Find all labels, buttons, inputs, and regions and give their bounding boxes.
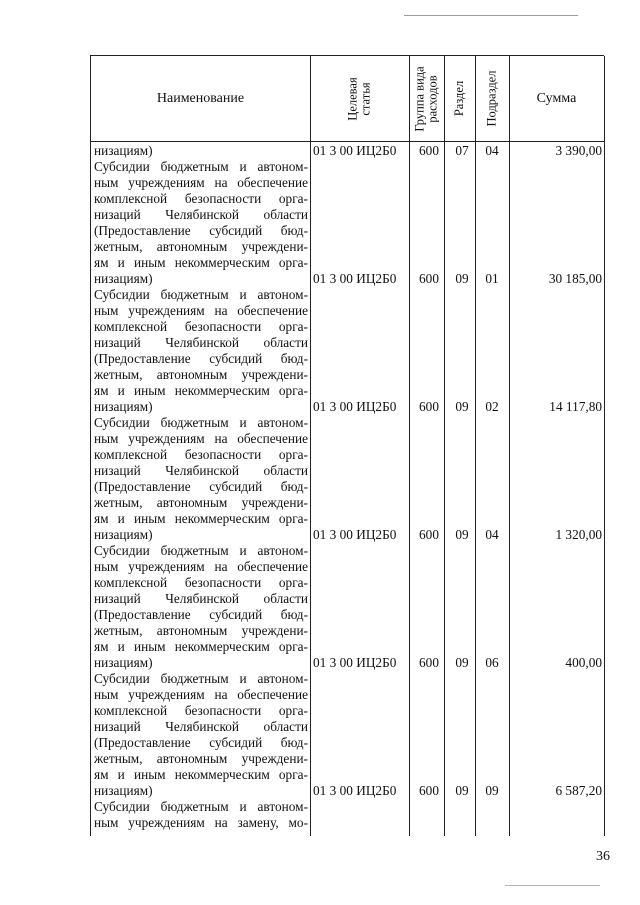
name-line: низациям) bbox=[94, 783, 153, 798]
name-column-text bbox=[94, 143, 308, 831]
column-divider bbox=[409, 56, 410, 836]
name-line: жетным, автономным учреждени- bbox=[94, 367, 308, 382]
name-line: низаций Челябинской области bbox=[94, 719, 308, 734]
row-section: 09 bbox=[455, 783, 469, 798]
name-line: Субсидии бюджетным и автоном- bbox=[94, 159, 308, 174]
name-line: ям и иным некоммерческим орга- bbox=[94, 511, 308, 526]
header-expense-group-line2: расходов bbox=[425, 74, 440, 123]
header-expense-group-line1: Группа вида bbox=[412, 65, 427, 132]
name-line: комплексной безопасности орга- bbox=[94, 447, 308, 462]
header-subsection bbox=[475, 56, 509, 141]
scan-top-rule bbox=[404, 15, 578, 16]
name-line: низациям) bbox=[94, 143, 153, 158]
header-section-label: Раздел bbox=[452, 80, 467, 117]
name-line: ным учреждениям на обеспечение bbox=[94, 687, 308, 702]
row-target-article: 01 3 00 ИЦ2Б0 bbox=[313, 399, 397, 414]
name-line: низациям) bbox=[94, 399, 153, 414]
name-line: Субсидии бюджетным и автоном- bbox=[94, 287, 308, 302]
name-line: Субсидии бюджетным и автоном- bbox=[94, 415, 308, 430]
row-expense-group: 600 bbox=[419, 143, 439, 158]
row-sum: 3 390,00 bbox=[555, 143, 602, 158]
row-target-article: 01 3 00 ИЦ2Б0 bbox=[313, 271, 397, 286]
table-right-border bbox=[604, 56, 605, 836]
row-subsection: 04 bbox=[485, 143, 499, 158]
row-section: 07 bbox=[455, 143, 469, 158]
name-line: комплексной безопасности орга- bbox=[94, 703, 308, 718]
name-line: жетным, автономным учреждени- bbox=[94, 239, 308, 254]
row-target-article: 01 3 00 ИЦ2Б0 bbox=[313, 655, 397, 670]
header-target-article-line1: Целевая bbox=[345, 76, 360, 121]
header-expense-group bbox=[409, 56, 444, 141]
scan-bottom-rule bbox=[505, 885, 600, 886]
name-line: ям и иным некоммерческим орга- bbox=[94, 767, 308, 782]
name-line: комплексной безопасности орга- bbox=[94, 575, 308, 590]
name-line: (Предоставление субсидий бюд- bbox=[94, 479, 308, 494]
name-line: низаций Челябинской области bbox=[94, 207, 308, 222]
name-line: ным учреждениям на обеспечение bbox=[94, 303, 308, 318]
name-line: низаций Челябинской области bbox=[94, 591, 308, 606]
row-expense-group: 600 bbox=[419, 399, 439, 414]
row-sum: 30 185,00 bbox=[548, 271, 602, 286]
name-line: ным учреждениям на замену, мо- bbox=[94, 815, 308, 830]
column-divider bbox=[444, 56, 445, 836]
page-number: 36 bbox=[596, 849, 610, 864]
header-section bbox=[444, 56, 475, 141]
row-subsection: 04 bbox=[485, 527, 499, 542]
row-sum: 14 117,80 bbox=[549, 399, 602, 414]
name-line: низациям) bbox=[94, 527, 153, 542]
column-divider bbox=[475, 56, 476, 836]
column-divider bbox=[509, 56, 510, 836]
name-line: (Предоставление субсидий бюд- bbox=[94, 735, 308, 750]
row-section: 09 bbox=[455, 527, 469, 542]
name-line: низаций Челябинской области bbox=[94, 335, 308, 350]
name-line: (Предоставление субсидий бюд- bbox=[94, 607, 308, 622]
row-target-article: 01 3 00 ИЦ2Б0 bbox=[313, 527, 397, 542]
name-line: ям и иным некоммерческим орга- bbox=[94, 639, 308, 654]
name-line: (Предоставление субсидий бюд- bbox=[94, 351, 308, 366]
header-sum: Сумма bbox=[536, 90, 577, 106]
row-expense-group: 600 bbox=[419, 783, 439, 798]
name-line: ям и иным некоммерческим орга- bbox=[94, 383, 308, 398]
row-target-article: 01 3 00 ИЦ2Б0 bbox=[313, 783, 397, 798]
row-section: 09 bbox=[455, 655, 469, 670]
name-line: жетным, автономным учреждени- bbox=[94, 751, 308, 766]
name-line: ным учреждениям на обеспечение bbox=[94, 559, 308, 574]
header-target-article-line2: статья bbox=[358, 81, 373, 116]
name-line: (Предоставление субсидий бюд- bbox=[94, 223, 308, 238]
name-line: низациям) bbox=[94, 271, 153, 286]
row-section: 09 bbox=[455, 271, 469, 286]
name-line: Субсидии бюджетным и автоном- bbox=[94, 671, 308, 686]
row-sum: 400,00 bbox=[565, 655, 602, 670]
row-subsection: 09 bbox=[485, 783, 499, 798]
row-section: 09 bbox=[455, 399, 469, 414]
name-line: ным учреждениям на обеспечение bbox=[94, 431, 308, 446]
name-line: Субсидии бюджетным и автоном- bbox=[94, 543, 308, 558]
table-header bbox=[91, 56, 604, 142]
name-line: жетным, автономным учреждени- bbox=[94, 495, 308, 510]
row-target-article: 01 3 00 ИЦ2Б0 bbox=[313, 143, 397, 158]
name-line: комплексной безопасности орга- bbox=[94, 319, 308, 334]
name-line: ям и иным некоммерческим орга- bbox=[94, 255, 308, 270]
name-line: жетным, автономным учреждени- bbox=[94, 623, 308, 638]
name-line: ным учреждениям на обеспечение bbox=[94, 175, 308, 190]
name-line: низаций Челябинской области bbox=[94, 463, 308, 478]
row-sum: 6 587,20 bbox=[555, 783, 602, 798]
name-line: Субсидии бюджетным и автоном- bbox=[94, 799, 308, 814]
row-expense-group: 600 bbox=[419, 527, 439, 542]
header-target-article bbox=[310, 56, 409, 141]
name-line: низациям) bbox=[94, 655, 153, 670]
row-subsection: 02 bbox=[485, 399, 499, 414]
budget-table bbox=[90, 55, 604, 836]
row-subsection: 01 bbox=[485, 271, 499, 286]
header-subsection-label: Подраздел bbox=[484, 70, 499, 127]
header-name: Наименование bbox=[156, 90, 245, 106]
row-sum: 1 320,00 bbox=[555, 527, 602, 542]
row-subsection: 06 bbox=[485, 655, 499, 670]
row-expense-group: 600 bbox=[419, 271, 439, 286]
column-divider bbox=[310, 56, 311, 836]
name-line: комплексной безопасности орга- bbox=[94, 191, 308, 206]
row-expense-group: 600 bbox=[419, 655, 439, 670]
